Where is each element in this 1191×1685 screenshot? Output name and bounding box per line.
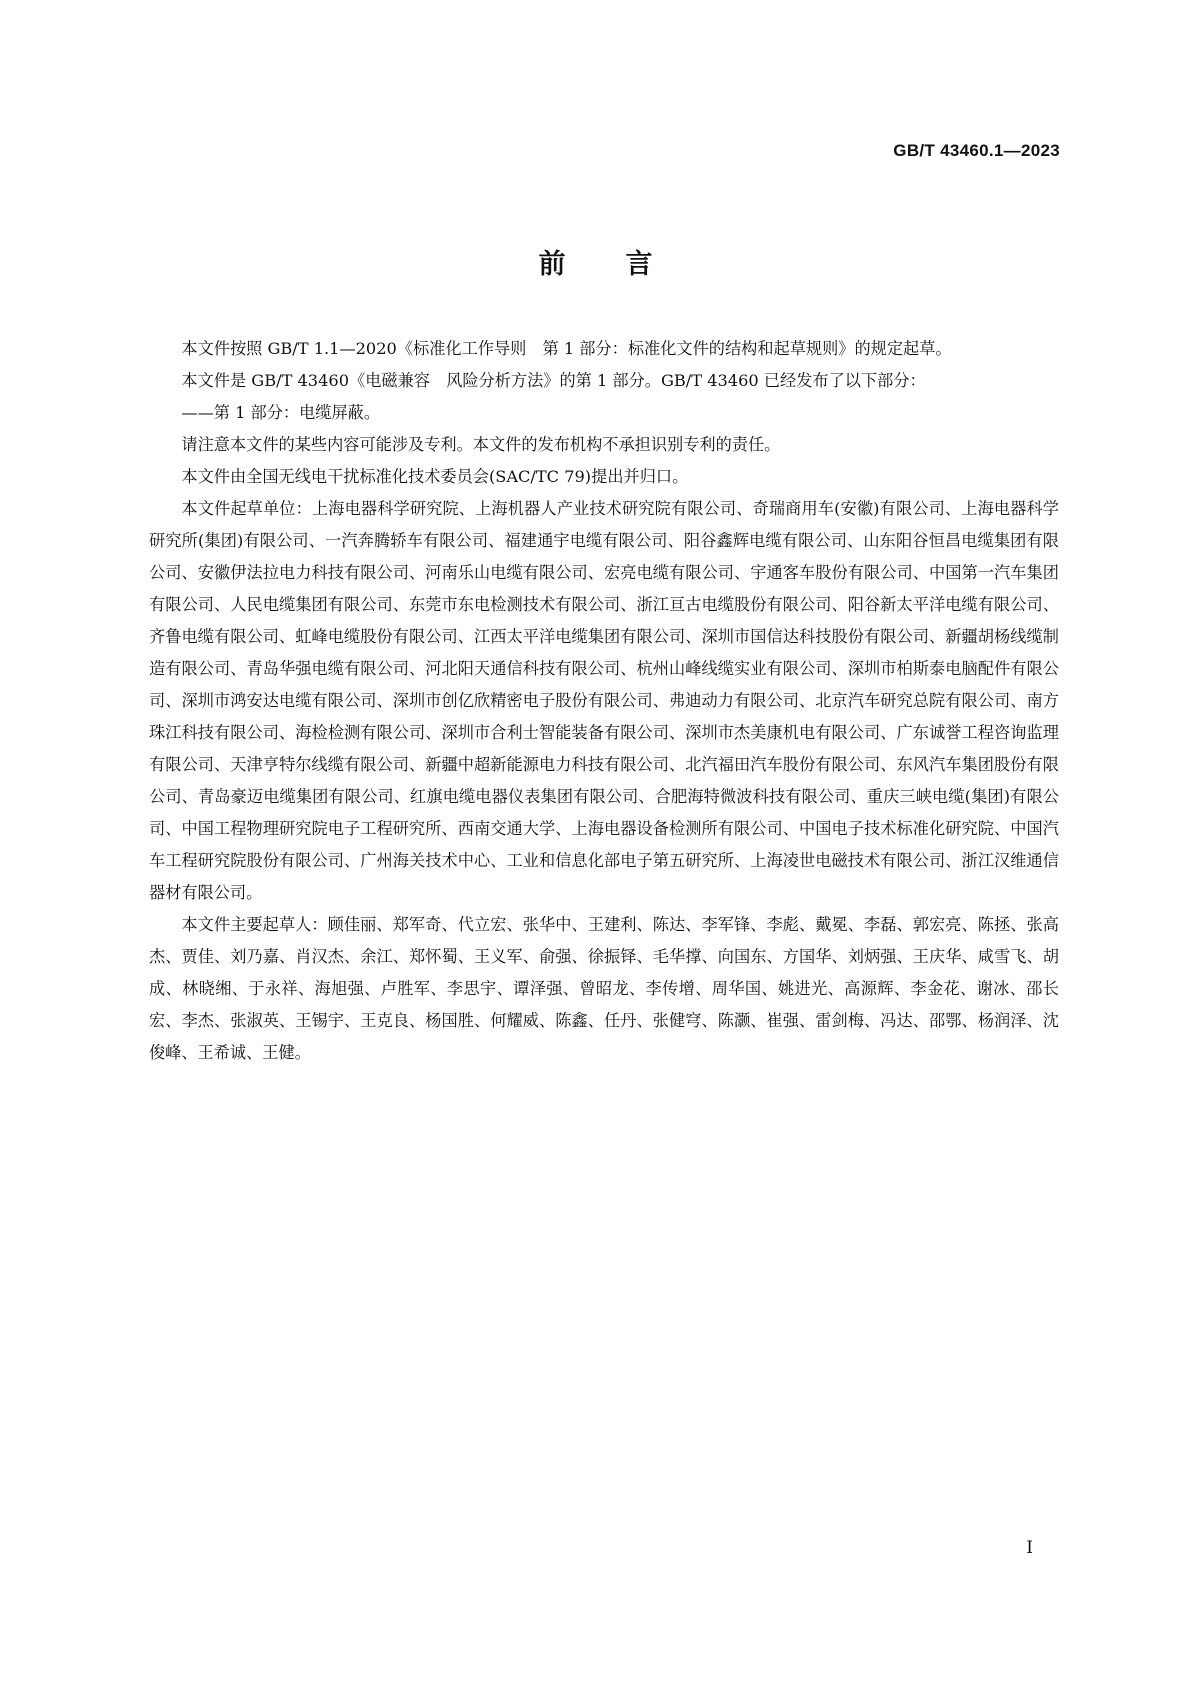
paragraph-part-list: ——第 1 部分：电缆屏蔽。 [181,403,381,422]
foreword-body [149,333,1059,1069]
page-title: 前言 [538,249,713,280]
paragraph-drafters: 本文件主要起草人：顾佳丽、郑军奇、代立宏、张华中、王建利、陈达、李军锋、李彪、戴冕、李磊、郭宏亮、陈拯、张高杰、贾佳、刘乃嘉、肖汉杰、余江、郑怀蜀、王义军、俞强、徐振铎、毛华撑、向国东、方国华、刘炳强、王庆华、咸雪飞、胡成、林晓缃、于永祥、海旭强、卢胜军、李思宇、谭泽强、曾昭龙、李传增、周华国、姚进光、高源辉、李金花、谢冰、邵长宏、李杰、张淑英、王锡宇、王克良、杨国胜、何耀威、陈鑫、任丹、张健穹、陈灏、崔强、雷剑梅、冯达、邵鄂、杨润泽、沈俊峰、王希诚、王健。 [149,915,1059,1062]
paragraph-series-part: 本文件是 GB/T 43460《电磁兼容 风险分析方法》的第 1 部分。GB/T 43460 已经发布了以下部分： [181,371,926,390]
paragraph-drafting-organizations: 本文件起草单位：上海电器科学研究院、上海机器人产业技术研究院有限公司、奇瑞商用车(安徽)有限公司、上海电器科学研究所(集团)有限公司、一汽奔腾轿车有限公司、福建通宇电缆有限公司、阳谷鑫辉电缆有限公司、山东阳谷恒昌电缆集团有限公司、安徽伊法拉电力科技有限公司、河南乐山电缆有限公司、宏亮电缆有限公司、宇通客车股份有限公司、中国第一汽车集团有限公司、人民电缆集团有限公司、东莞市东电检测技术有限公司、浙江亘古电缆股份有限公司、阳谷新太平洋电缆有限公司、齐鲁电缆有限公司、虹峰电缆股份有限公司、江西太平洋电缆集团有限公司、深圳市国信达科技股份有限公司、新疆胡杨线缆制造有限公司、青岛华强电缆有限公司、河北阳天通信科技有限公司、杭州山峰线缆实业有限公司、深圳市柏斯泰电脑配件有限公司、深圳市鸿安达电缆有限公司、深圳市创亿欣精密电子股份有限公司、弗迪动力有限公司、北京汽车研究总院有限公司、南方珠江科技有限公司、海检检测有限公司、深圳市合利士智能装备有限公司、深圳市杰美康机电有限公司、广东诚誉工程咨询监理有限公司、天津亨特尔线缆有限公司、新疆中超新能源电力科技有限公司、北汽福田汽车股份有限公司、东风汽车集团股份有限公司、青岛豪迈电缆集团有限公司、红旗电缆电器仪表集团有限公司、合肥海特微波科技有限公司、重庆三峡电缆(集团)有限公司、中国工程物理研究院电子工程研究所、西南交通大学、上海电器设备检测所有限公司、中国电子技术标准化研究院、中国汽车工程研究院股份有限公司、广州海关技术中心、工业和信息化部电子第五研究所、上海凌世电磁技术有限公司、浙江汉维通信器材有限公司。 [149,499,1059,902]
paragraph-patent-notice: 请注意本文件的某些内容可能涉及专利。本文件的发布机构不承担识别专利的责任。 [181,435,781,454]
standard-code: GB/T 43460.1—2023 [893,141,1060,160]
paragraph-committee: 本文件由全国无线电干扰标准化技术委员会(SAC/TC 79)提出并归口。 [181,467,689,486]
page-number: I [1026,1538,1033,1558]
paragraph-drafting-rules: 本文件按照 GB/T 1.1—2020《标准化工作导则 第 1 部分：标准化文件的结构和起草规则》的规定起草。 [181,339,952,358]
